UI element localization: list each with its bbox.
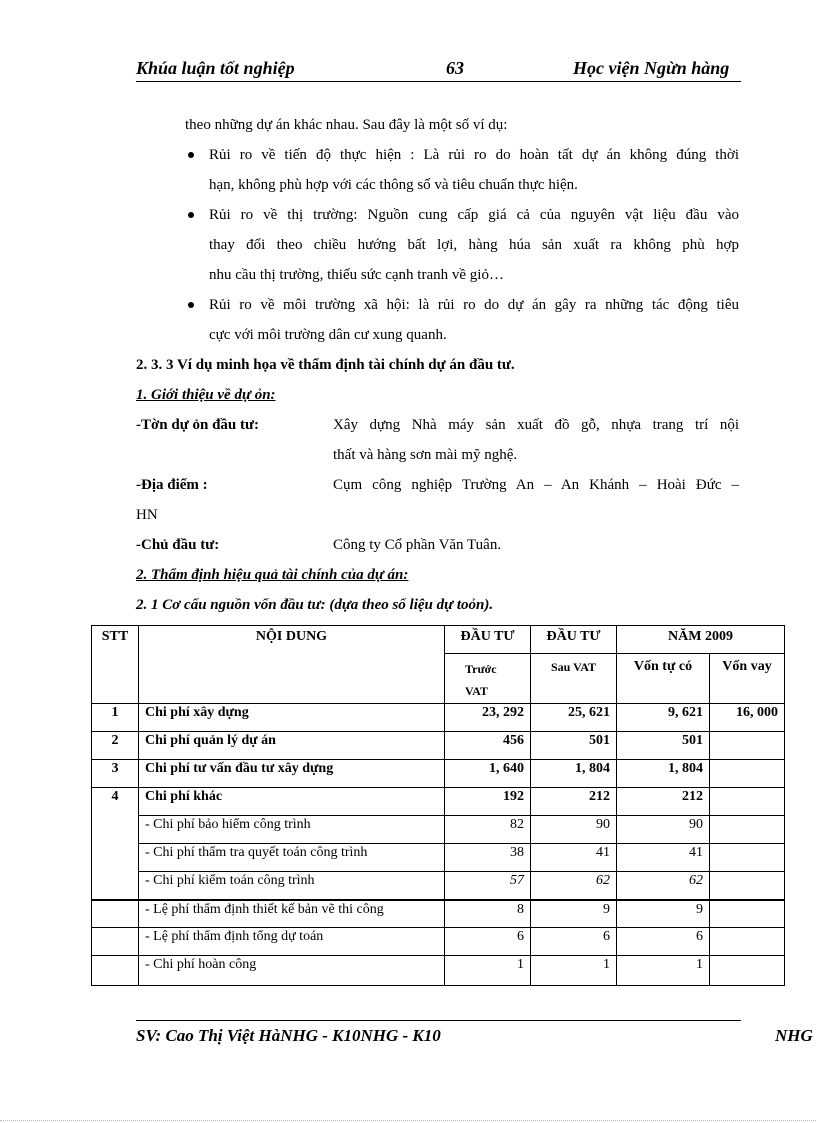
header-own-capital: Vốn tự có bbox=[617, 654, 710, 704]
project-name-value: Xây dựng Nhà máy sản xuất đồ gỗ, nhựa trang trí nội bbox=[333, 417, 739, 433]
location-value-cont: HN bbox=[136, 507, 158, 523]
table-row bbox=[92, 872, 785, 900]
row-loan: 16, 000 bbox=[710, 704, 785, 732]
row-post-vat: 212 bbox=[531, 788, 617, 816]
header-stt: STT bbox=[92, 626, 139, 704]
row-stt: 3 bbox=[92, 760, 139, 788]
row-pre-vat: 38 bbox=[445, 844, 531, 872]
location-value: Cụm công nghiệp Trường An – An Khánh – Hoài Đức – bbox=[333, 477, 739, 493]
header-pre-vat: ĐẦU TƯ bbox=[445, 626, 531, 654]
project-name-label: -Tờn dự ỏn đầu tư: bbox=[136, 417, 260, 433]
project-name-value-cont: thất và hàng sơn mài mỹ nghệ. bbox=[333, 447, 518, 463]
row-stt bbox=[92, 844, 139, 872]
header-pre-vat-sub bbox=[445, 654, 531, 704]
row-content: - Chi phí thẩm tra quyết toán công trình bbox=[139, 844, 445, 872]
row-pre-vat: 57 bbox=[445, 872, 531, 900]
subheading-financial-appraisal: 2. Thẩm định hiệu quả tài chính của dự án: bbox=[136, 567, 409, 583]
row-post-vat: 90 bbox=[531, 816, 617, 844]
page-number: 63 bbox=[446, 58, 464, 78]
row-own-capital: 9 bbox=[617, 900, 710, 928]
table-row bbox=[92, 732, 785, 760]
header-title-right: Học viện Ngừn hàng bbox=[573, 58, 730, 78]
row-own-capital: 90 bbox=[617, 816, 710, 844]
header-loan: Vốn vay bbox=[710, 654, 785, 704]
row-stt bbox=[92, 872, 139, 900]
row-content: Chi phí khác bbox=[139, 788, 445, 816]
row-post-vat: 9 bbox=[531, 900, 617, 928]
row-loan bbox=[710, 788, 785, 816]
row-content: - Lệ phí thẩm định tổng dự toán bbox=[139, 928, 445, 956]
row-loan bbox=[710, 900, 785, 928]
row-content: - Lệ phí thẩm định thiết kế bản vẽ thi công bbox=[139, 900, 445, 928]
owner-label: -Chủ đầu tư: bbox=[136, 537, 220, 553]
row-post-vat: 1, 804 bbox=[531, 760, 617, 788]
owner-value: Công ty Cổ phần Văn Tuân. bbox=[333, 537, 502, 553]
header-pre-vat-sub-line1: Trước bbox=[465, 662, 497, 676]
header-title-left: Khúa luận tốt nghiệp bbox=[136, 58, 295, 78]
bullet-dot bbox=[188, 212, 194, 218]
row-content: Chi phí xây dựng bbox=[139, 704, 445, 732]
row-content: Chi phí quản lý dự án bbox=[139, 732, 445, 760]
row-content: Chi phí tư vấn đầu tư xây dựng bbox=[139, 760, 445, 788]
row-pre-vat: 8 bbox=[445, 900, 531, 928]
bullet-3-line-1: Rủi ro về môi trường xã hội: là rủi ro do dự án gây ra những tác động tiêu bbox=[209, 297, 739, 313]
table-row bbox=[92, 844, 785, 872]
intro-text: theo những dự án khác nhau. Sau đây là một số ví dụ: bbox=[185, 117, 508, 133]
bullet-1-line-1: Rủi ro về tiến độ thực hiện : Là rủi ro do hoàn tất dự án không đúng thời bbox=[209, 147, 739, 163]
footer-right: NHG bbox=[775, 1026, 813, 1045]
header-pre-vat-sub-line2: VAT bbox=[465, 684, 488, 698]
header-rule bbox=[136, 81, 741, 82]
table-row bbox=[92, 928, 785, 956]
row-loan bbox=[710, 760, 785, 788]
section-heading: 2. 3. 3 Ví dụ minh họa về thẩm định tài chính dự án đầu tư. bbox=[136, 357, 515, 373]
row-loan bbox=[710, 872, 785, 900]
row-own-capital: 1, 804 bbox=[617, 760, 710, 788]
row-content: - Chi phí hoàn công bbox=[139, 956, 445, 986]
row-own-capital: 62 bbox=[617, 872, 710, 900]
header-post-vat: ĐẦU TƯ bbox=[531, 626, 617, 654]
row-content: - Chi phí kiểm toán công trình bbox=[139, 872, 445, 900]
row-own-capital: 41 bbox=[617, 844, 710, 872]
row-loan bbox=[710, 732, 785, 760]
location-label: -Địa điểm : bbox=[136, 477, 208, 493]
header-content: NỘI DUNG bbox=[139, 626, 445, 704]
row-pre-vat: 1, 640 bbox=[445, 760, 531, 788]
row-pre-vat: 82 bbox=[445, 816, 531, 844]
subheading-project-intro: 1. Giới thiệu về dự ỏn: bbox=[136, 387, 276, 403]
row-post-vat: 41 bbox=[531, 844, 617, 872]
row-own-capital: 9, 621 bbox=[617, 704, 710, 732]
row-content: - Chi phí bảo hiểm công trình bbox=[139, 816, 445, 844]
header-year: NĂM 2009 bbox=[617, 626, 785, 654]
page-edge-dotted-line bbox=[0, 1120, 816, 1121]
row-stt bbox=[92, 928, 139, 956]
table-row bbox=[92, 760, 785, 788]
table-row bbox=[92, 956, 785, 986]
row-post-vat: 6 bbox=[531, 928, 617, 956]
row-loan bbox=[710, 928, 785, 956]
row-loan bbox=[710, 816, 785, 844]
footer-rule bbox=[136, 1020, 741, 1021]
row-post-vat: 501 bbox=[531, 732, 617, 760]
bullet-dot bbox=[188, 302, 194, 308]
row-stt: 2 bbox=[92, 732, 139, 760]
bullet-2-line-2: thay đổi theo chiều hướng bất lợi, hàng húa sản xuất ra không phù hợp bbox=[209, 237, 739, 253]
row-post-vat: 25, 621 bbox=[531, 704, 617, 732]
row-stt bbox=[92, 900, 139, 928]
table-row bbox=[92, 900, 785, 928]
row-stt bbox=[92, 956, 139, 986]
row-stt: 1 bbox=[92, 704, 139, 732]
bullet-2-line-1: Rủi ro về thị trường: Nguồn cung cấp giá cả của nguyên vật liệu đầu vào bbox=[209, 207, 739, 223]
row-pre-vat: 456 bbox=[445, 732, 531, 760]
capital-structure-table bbox=[91, 625, 785, 986]
row-pre-vat: 23, 292 bbox=[445, 704, 531, 732]
table-row bbox=[92, 788, 785, 816]
subheading-capital-structure: 2. 1 Cơ cấu nguồn vốn đầu tư: (dựa theo số liệu dự toỏn). bbox=[136, 597, 494, 613]
row-loan bbox=[710, 956, 785, 986]
row-own-capital: 1 bbox=[617, 956, 710, 986]
bullet-2-line-3: nhu cầu thị trường, thiếu sức cạnh tranh về giỏ… bbox=[209, 267, 504, 283]
row-post-vat: 62 bbox=[531, 872, 617, 900]
row-pre-vat: 6 bbox=[445, 928, 531, 956]
row-pre-vat: 1 bbox=[445, 956, 531, 986]
row-own-capital: 501 bbox=[617, 732, 710, 760]
bullet-1-line-2: hạn, không phù hợp với các thông số và tiêu chuẩn thực hiện. bbox=[209, 177, 578, 193]
row-own-capital: 6 bbox=[617, 928, 710, 956]
row-stt bbox=[92, 816, 139, 844]
row-own-capital: 212 bbox=[617, 788, 710, 816]
table-header-row bbox=[92, 626, 785, 654]
row-loan bbox=[710, 844, 785, 872]
row-post-vat: 1 bbox=[531, 956, 617, 986]
bullet-3-line-2: cực với môi trường dân cư xung quanh. bbox=[209, 327, 447, 343]
header-post-vat-sub: Sau VAT bbox=[531, 654, 617, 704]
table-row bbox=[92, 704, 785, 732]
bullet-dot bbox=[188, 152, 194, 158]
table-row bbox=[92, 816, 785, 844]
row-stt: 4 bbox=[92, 788, 139, 816]
footer-student: SV: Cao Thị Việt HàNHG - K10NHG - K10 bbox=[136, 1026, 441, 1045]
row-pre-vat: 192 bbox=[445, 788, 531, 816]
